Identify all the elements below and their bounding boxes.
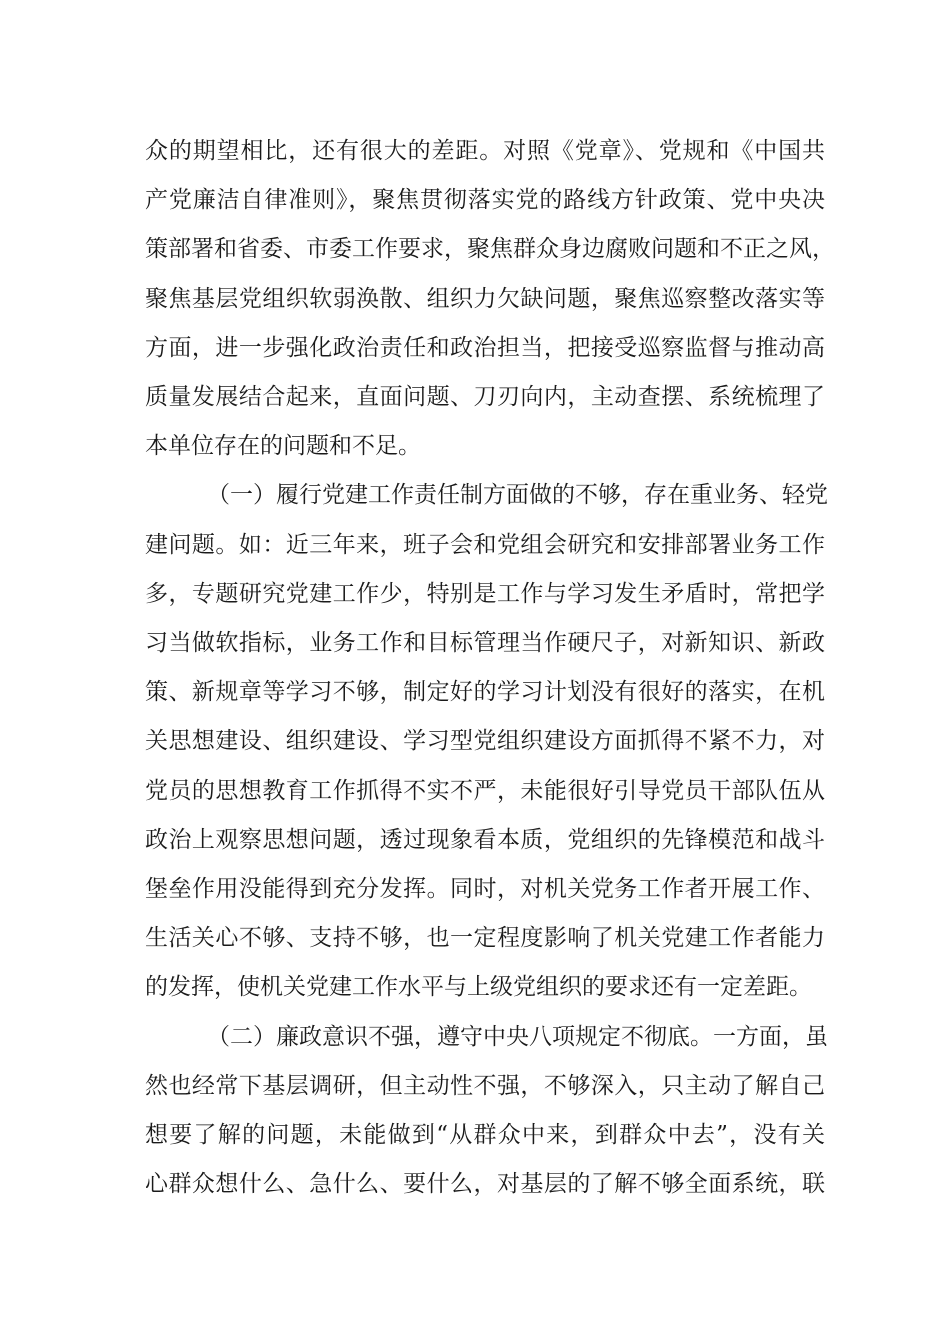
- text-line: 党员的思想教育工作抓得不实不严，未能很好引导党员干部队伍从: [145, 777, 825, 804]
- text-line: 心群众想什么、急什么、要什么，对基层的了解不够全面系统，联: [145, 1171, 825, 1198]
- text-line: 方面，进一步强化政治责任和政治担当，把接受巡察监督与推动高: [145, 334, 825, 361]
- text-line: 产党廉洁自律准则》，聚焦贯彻落实党的路线方针政策、党中央决: [145, 187, 825, 214]
- text-line: （二）廉政意识不强，遵守中央八项规定不彻底。一方面，虽: [207, 1023, 828, 1050]
- document-body: [145, 127, 835, 1209]
- text-line: 生活关心不够、支持不够，也一定程度影响了机关党建工作者能力: [145, 925, 825, 952]
- text-line: 然也经常下基层调研，但主动性不强，不够深入，只主动了解自己: [145, 1072, 825, 1099]
- text-line: 堡垒作用没能得到充分发挥。同时，对机关党务工作者开展工作、: [145, 876, 825, 903]
- text-line: 想要了解的问题，未能做到“从群众中来，到群众中去”，没有关: [145, 1122, 825, 1149]
- text-line: 质量发展结合起来，直面问题、刀刃向内，主动查摆、系统梳理了: [145, 384, 825, 411]
- text-line: 众的期望相比，还有很大的差距。对照《党章》、党规和《中国共: [145, 138, 825, 164]
- text-line: 建问题。如：近三年来，班子会和党组会研究和安排部署业务工作: [145, 531, 825, 558]
- paragraph-section-1: [145, 471, 828, 1012]
- text-line: 关思想建设、组织建设、学习型党组织建设方面抓得不紧不力，对: [145, 728, 825, 755]
- text-line: 多，专题研究党建工作少，特别是工作与学习发生矛盾时，常把学: [145, 580, 825, 607]
- text-line: 政治上观察思想问题，透过现象看本质，党组织的先锋模范和战斗: [145, 826, 825, 853]
- text-line: （一）履行党建工作责任制方面做的不够，存在重业务、轻党: [207, 482, 828, 509]
- paragraph-intro: [145, 127, 835, 471]
- text-line: 策、新规章等学习不够，制定好的学习计划没有很好的落实，在机: [145, 679, 825, 706]
- text-line: 习当做软指标，业务工作和目标管理当作硬尺子，对新知识、新政: [145, 630, 825, 657]
- text-line: 策部署和省委、市委工作要求，聚焦群众身边腐败问题和不正之风，: [145, 236, 835, 263]
- text-line: 本单位存在的问题和不足。: [145, 433, 421, 460]
- text-line: 的发挥，使机关党建工作水平与上级党组织的要求还有一定差距。: [145, 974, 812, 1001]
- text-line: 聚焦基层党组织软弱涣散、组织力欠缺问题，聚焦巡察整改落实等: [145, 285, 825, 312]
- paragraph-section-2: [145, 1013, 828, 1210]
